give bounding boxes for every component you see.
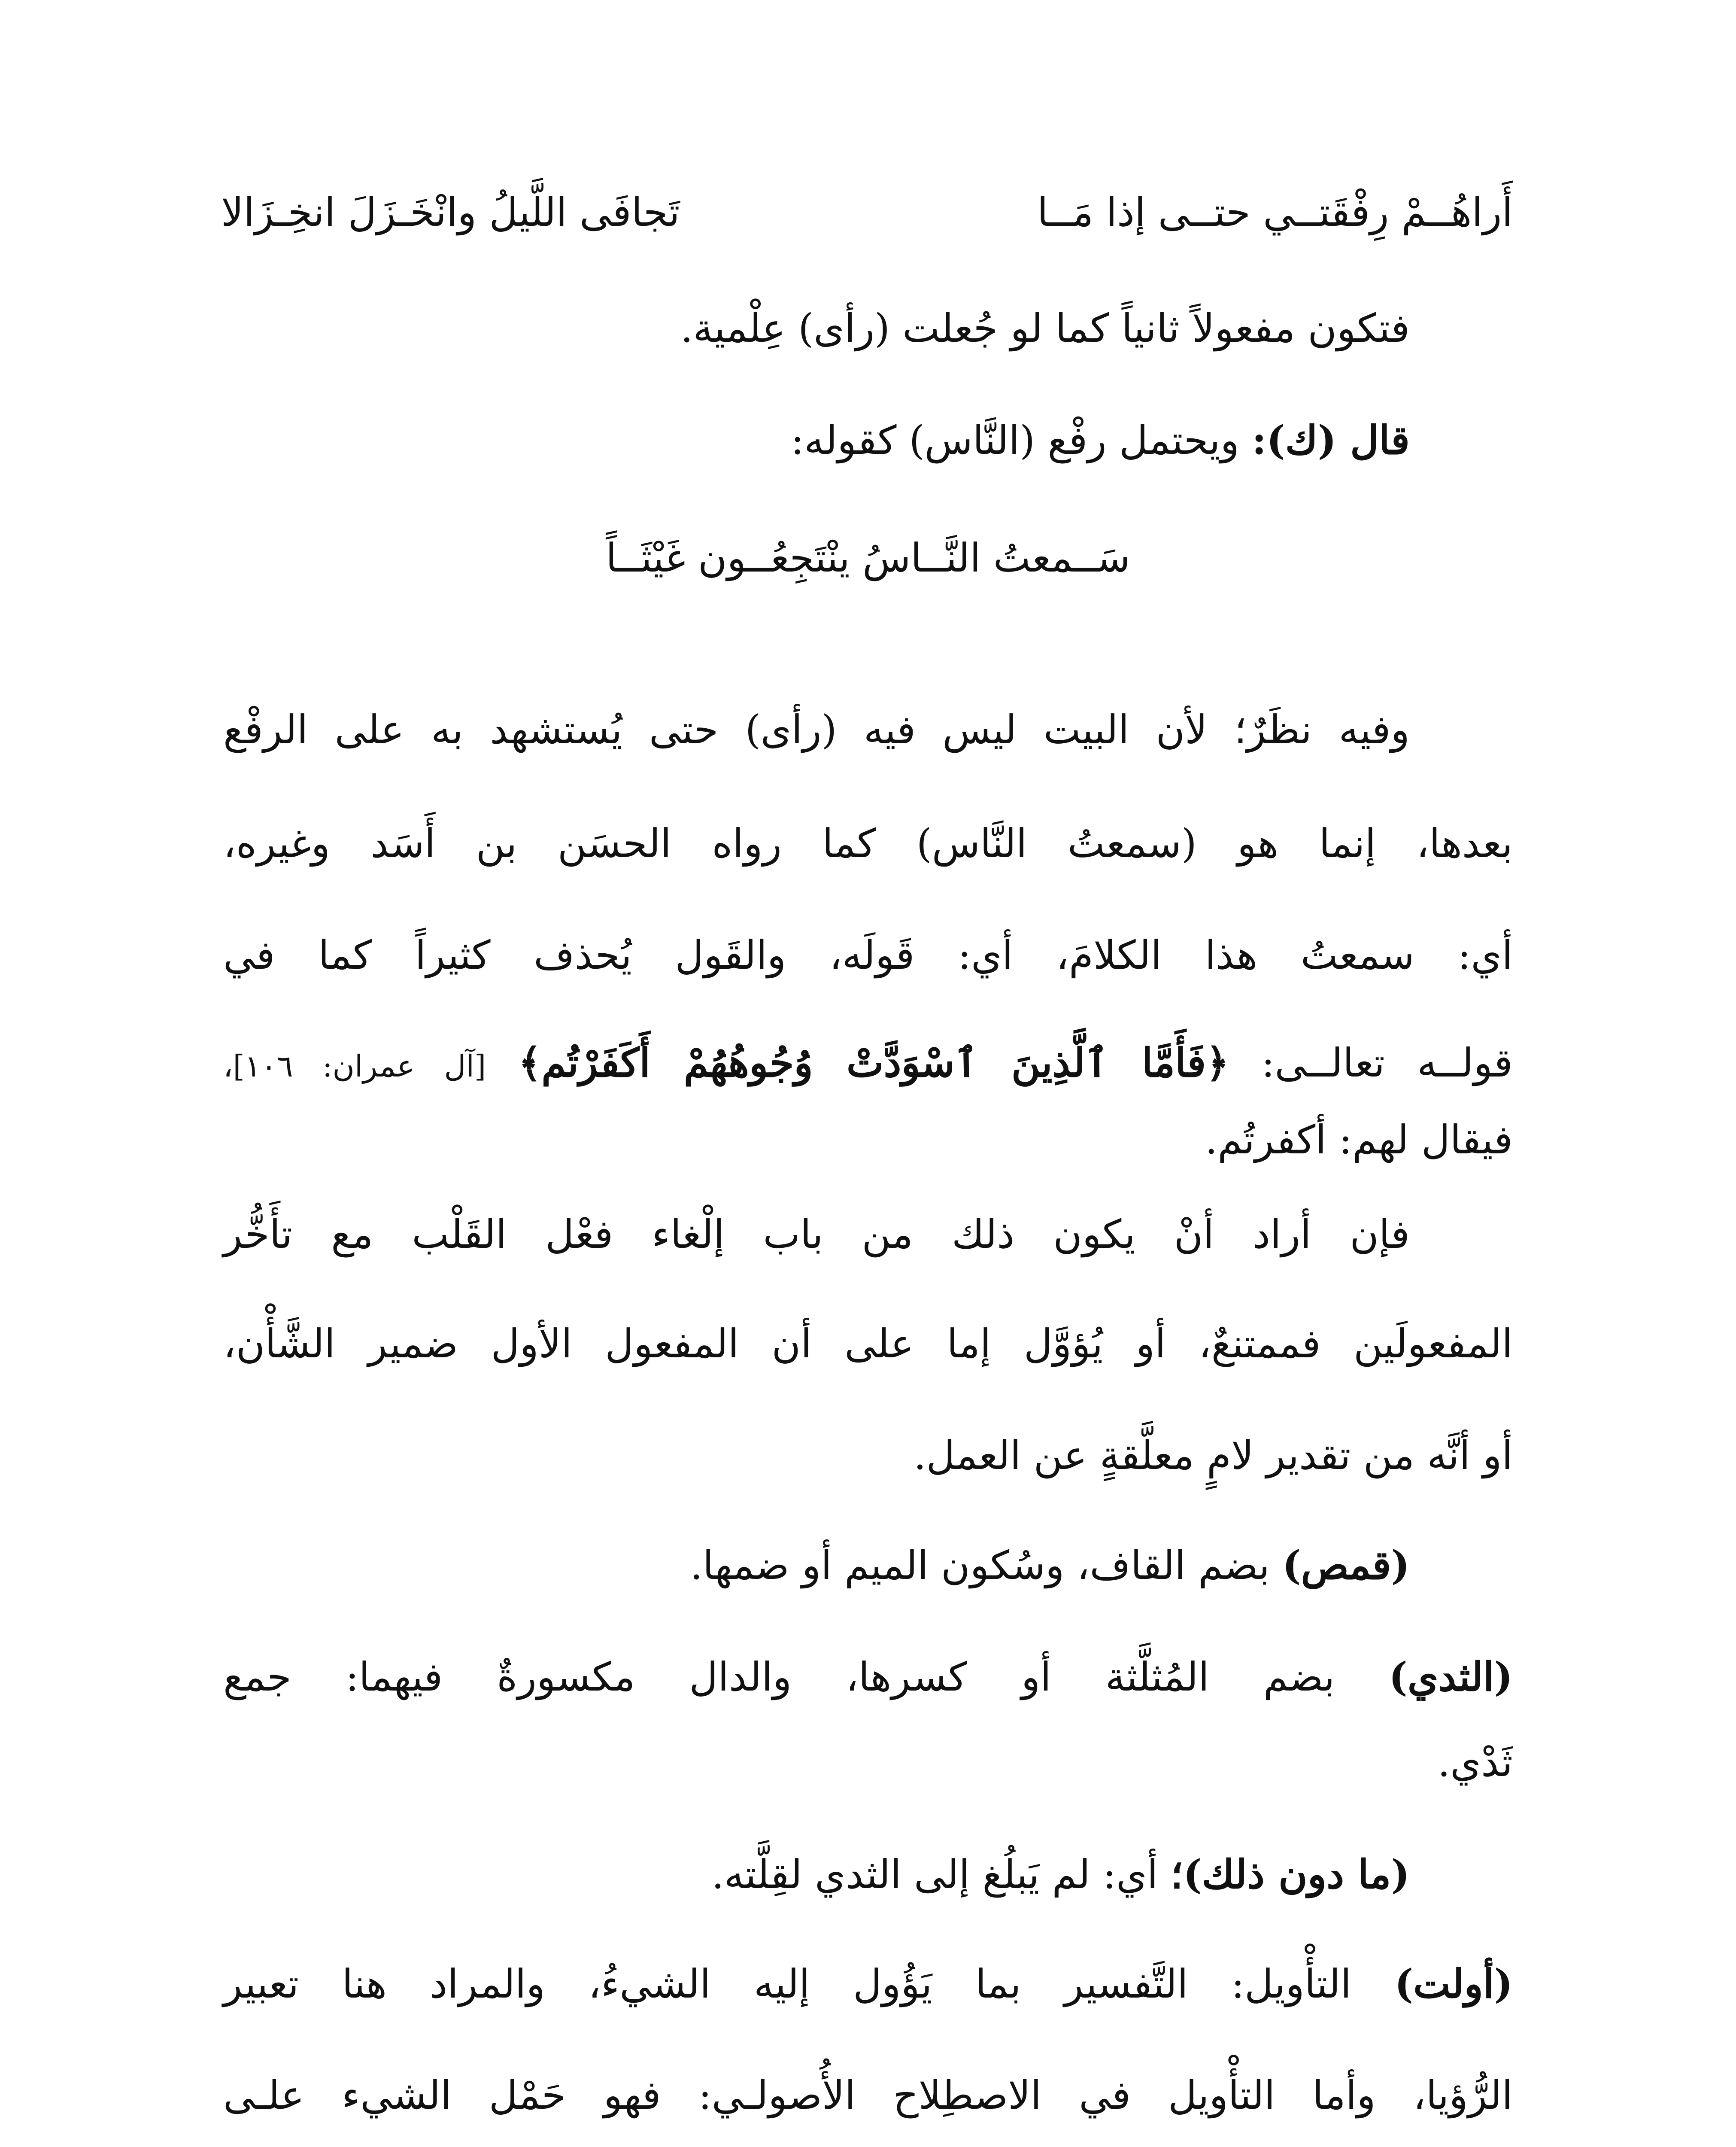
paragraph-5-line-1: [690, 1533, 1410, 1598]
paragraph-6-line-2: ثَدْي.: [1437, 1739, 1513, 1785]
verse-1-first-hemistich: أَراهُــمْ رِفْقَتــي حتــى إذا مَــا: [1037, 189, 1513, 235]
paragraph-4-line-3: أو أنَّه من تقدير لامٍ معلَّقةٍ عن العمل.: [914, 1432, 1513, 1478]
paragraph-3-line-4: [223, 1031, 1513, 1098]
quran-reference: [آل عمران: ١٠٦]،: [223, 1049, 486, 1084]
paragraph-2-text: ويحتمل رفْع (النَّاس) كقوله:: [791, 417, 1240, 463]
paragraph-7-text: أي: لم يَبلُغ إلى الثدي لقِلَّته.: [711, 1852, 1158, 1898]
paragraph-4-line-2: المفعولَين فممتنعٌ، أو يُؤوَّل إما على أن المفعول الأول ضمير الشَّأْن،: [223, 1321, 1513, 1367]
paragraph-3-line-4-intro: قولــه تعالــى:: [1261, 1040, 1513, 1086]
paragraph-7-label: (ما دون ذلك)؛: [1170, 1851, 1410, 1898]
verse-2: سَــمعتُ النَّــاسُ ينْتَجِعُــون غَيْثَــاً: [606, 535, 1130, 581]
paragraph-4-line-1: فإن أراد أنْ يكون ذلك من باب إلْغاء فعْل القَلْب مع تأَخُّر: [223, 1211, 1410, 1257]
paragraph-7-line-1: [711, 1842, 1410, 1907]
paragraph-2-label: قال (ك):: [1252, 417, 1410, 463]
paragraph-3-line-1: وفيه نظَرٌ؛ لأن البيت ليس فيه (رأى) حتى يُستشهد به على الرفْع: [223, 707, 1410, 753]
paragraph-3-line-3: أي: سمعتُ هذا الكلامَ، أي: قَولَه، والقَول يُحذف كثيراً كما في: [223, 932, 1513, 978]
paragraph-8-line-2: الرُّؤيا، وأما التأْويل في الاصطِلاح الأُصولـي: فهو حَمْل الشيء علـى: [223, 2072, 1513, 2118]
paragraph-2-line-1: [791, 408, 1410, 473]
paragraph-8-label: (أولت): [1394, 1961, 1513, 2007]
paragraph-8-line-1: [223, 1952, 1513, 2016]
paragraph-5-text: بضم القاف، وسُكون الميم أو ضمها.: [690, 1542, 1270, 1588]
verse-1-second-hemistich: تَجافَى اللَّيلُ وانْخَـزَلَ انخِـزَالا: [221, 189, 680, 235]
paragraph-6-line-1: [223, 1645, 1513, 1709]
paragraph-6-text: بضم المُثلَّثة أو كسرها، والدال مكسورةٌ فيهما: جمع: [223, 1654, 1335, 1700]
paragraph-3-line-5: فيقال لهم: أكفرتُم.: [1205, 1117, 1513, 1163]
paragraph-3-line-2: بعدها، إنما هو (سمعتُ النَّاس) كما رواه الحسَن بن أَسَد وغيره،: [223, 821, 1513, 867]
paragraph-6-label: (الثدي): [1389, 1654, 1513, 1700]
paragraph-5-label: (قمص): [1282, 1542, 1410, 1588]
paragraph-8-text: التأْويل: التَّفسير بما يَؤُول إليه الشيءُ، والمراد هنا تعبير: [223, 1961, 1352, 2007]
paragraph-1-line-1: فتكون مفعولاً ثانياً كما لو جُعلت (رأى) عِلْمية.: [680, 305, 1410, 351]
quran-verse: ﴿فَأَمَّا ٱلَّذِينَ ٱسْوَدَّتْ وُجُوهُهُمْ أَكَفَرْتُم﴾: [518, 1040, 1229, 1086]
